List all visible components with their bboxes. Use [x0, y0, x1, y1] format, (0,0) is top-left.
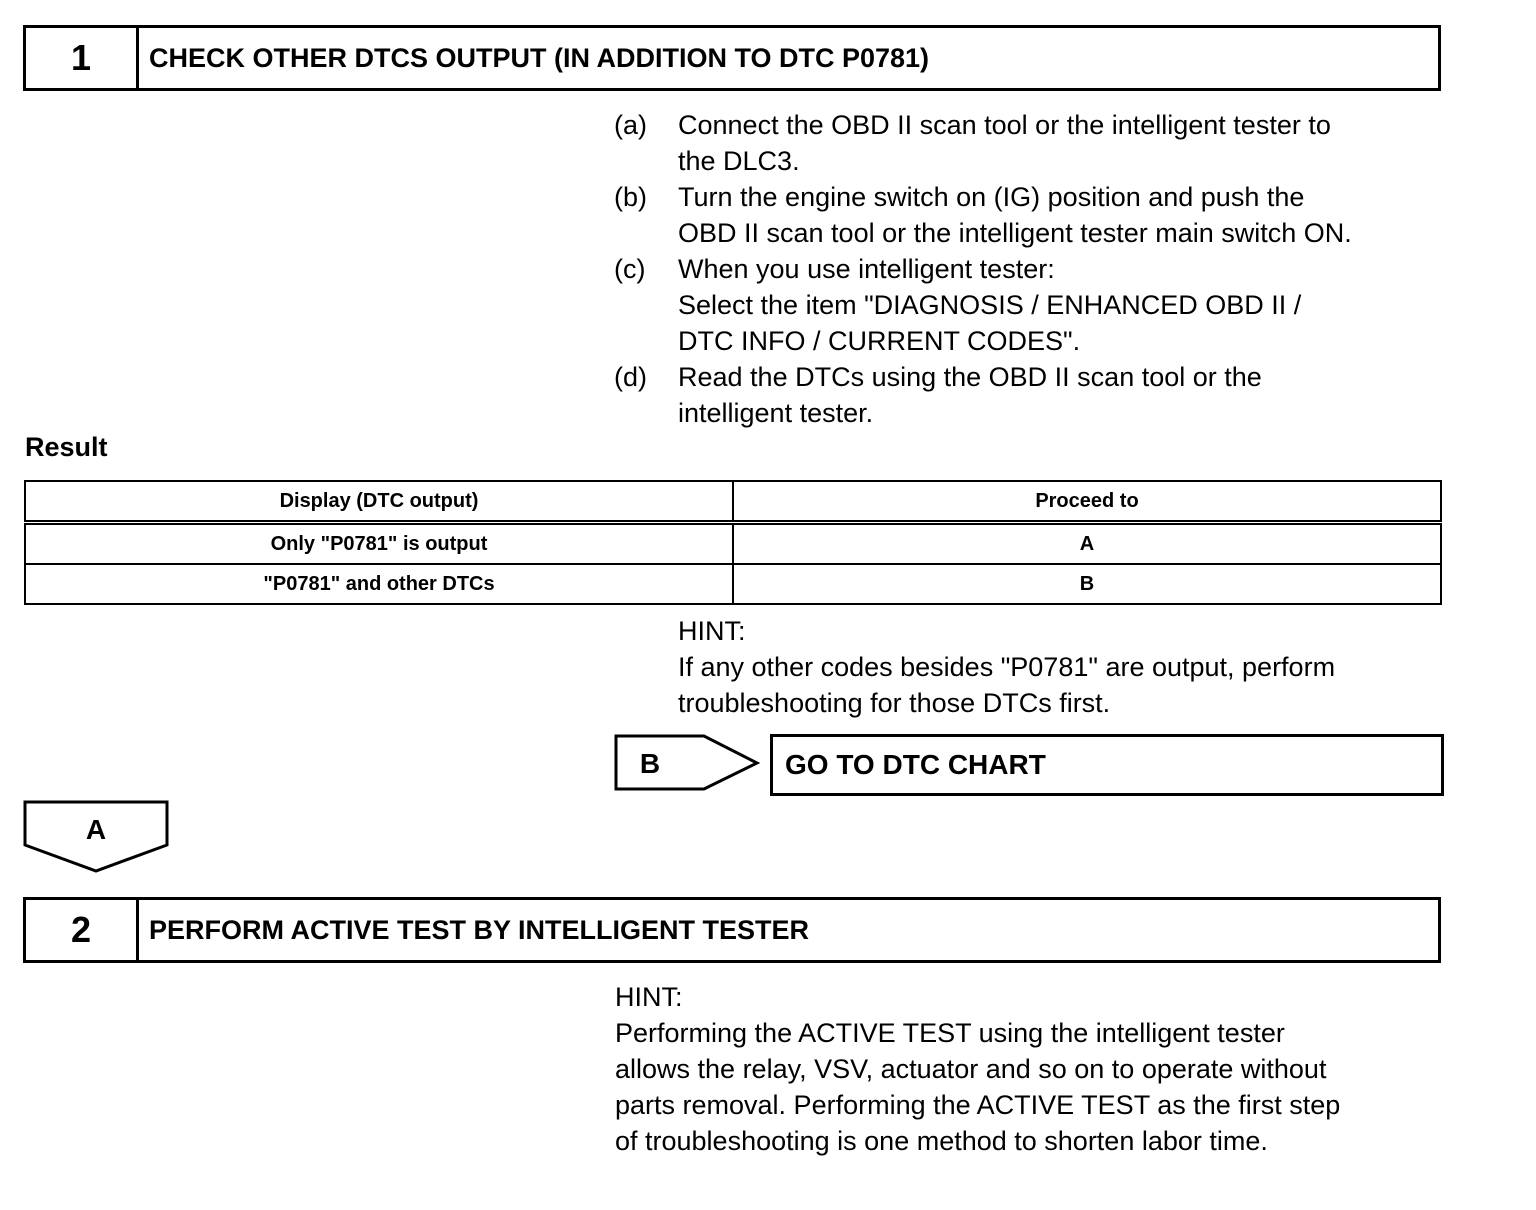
instruction-d — [614, 359, 1444, 431]
instruction-label: (b) — [614, 182, 647, 212]
table-cell: Only "P0781" is output — [25, 523, 733, 565]
instruction-line: When you use intelligent tester: — [678, 254, 1055, 284]
hint-line: parts removal. Performing the ACTIVE TEST as the first step — [615, 1090, 1341, 1120]
step-1-number: 1 — [26, 28, 139, 88]
step-1-title: CHECK OTHER DTCS OUTPUT (IN ADDITION TO DTC P0781) — [149, 42, 930, 73]
instruction-line: Read the DTCs using the OBD II scan tool or the — [678, 362, 1262, 392]
hint-line: of troubleshooting is one method to shorten labor time. — [615, 1126, 1268, 1156]
instruction-line: Turn the engine switch on (IG) position and push the — [678, 182, 1305, 212]
instruction-c — [614, 251, 1444, 359]
step-2-number: 2 — [26, 900, 139, 960]
hint-label: HINT: — [615, 982, 683, 1012]
hint-line: troubleshooting for those DTCs first. — [678, 688, 1111, 718]
table-header-row — [25, 481, 1441, 523]
branch-a-arrow — [23, 800, 171, 876]
step-1-instructions — [614, 107, 1444, 431]
instruction-line: intelligent tester. — [678, 398, 874, 428]
table-cell: "P0781" and other DTCs — [25, 564, 733, 604]
table-row — [25, 523, 1441, 565]
instruction-text — [678, 107, 1444, 179]
instruction-line: Connect the OBD II scan tool or the intelligent tester to — [678, 110, 1331, 140]
branch-a-label: A — [85, 814, 107, 845]
goto-dtc-chart-box — [770, 734, 1444, 796]
table-cell: B — [733, 564, 1441, 604]
branch-b-label: B — [639, 748, 661, 779]
hint-line: Performing the ACTIVE TEST using the intelligent tester — [615, 1018, 1285, 1048]
table-cell: A — [733, 523, 1441, 565]
step-2-title: PERFORM ACTIVE TEST BY INTELLIGENT TESTER — [149, 914, 810, 945]
hint-label: HINT: — [678, 616, 746, 646]
instruction-a — [614, 107, 1444, 179]
instruction-line: DTC INFO / CURRENT CODES". — [678, 326, 1081, 356]
result-label: Result — [25, 432, 108, 462]
instruction-label: (a) — [614, 110, 647, 140]
step-1-hint — [678, 613, 1438, 721]
instruction-label: (c) — [614, 254, 646, 284]
column-header-display: Display (DTC output) — [25, 481, 733, 523]
goto-dtc-chart-label: GO TO DTC CHART — [785, 749, 1046, 780]
instruction-line: Select the item "DIAGNOSIS / ENHANCED OBD II / — [678, 290, 1302, 320]
branch-b-arrow — [614, 734, 764, 794]
arrow-right-icon — [616, 736, 757, 789]
table-row — [25, 564, 1441, 604]
result-table — [24, 480, 1442, 605]
instruction-b — [614, 179, 1444, 251]
instruction-text — [678, 359, 1444, 431]
instruction-label: (d) — [614, 362, 647, 392]
instruction-line: OBD II scan tool or the intelligent tester main switch ON. — [678, 218, 1352, 248]
step-2-hint — [615, 979, 1445, 1159]
instruction-line: the DLC3. — [678, 146, 800, 176]
step-1-header — [23, 25, 1441, 91]
column-header-proceed: Proceed to — [733, 481, 1441, 523]
hint-line: allows the relay, VSV, actuator and so on to operate without — [615, 1054, 1327, 1084]
hint-line: If any other codes besides "P0781" are output, perform — [678, 652, 1336, 682]
instruction-text — [678, 251, 1444, 359]
step-2-header — [23, 897, 1441, 963]
instruction-text — [678, 179, 1444, 251]
